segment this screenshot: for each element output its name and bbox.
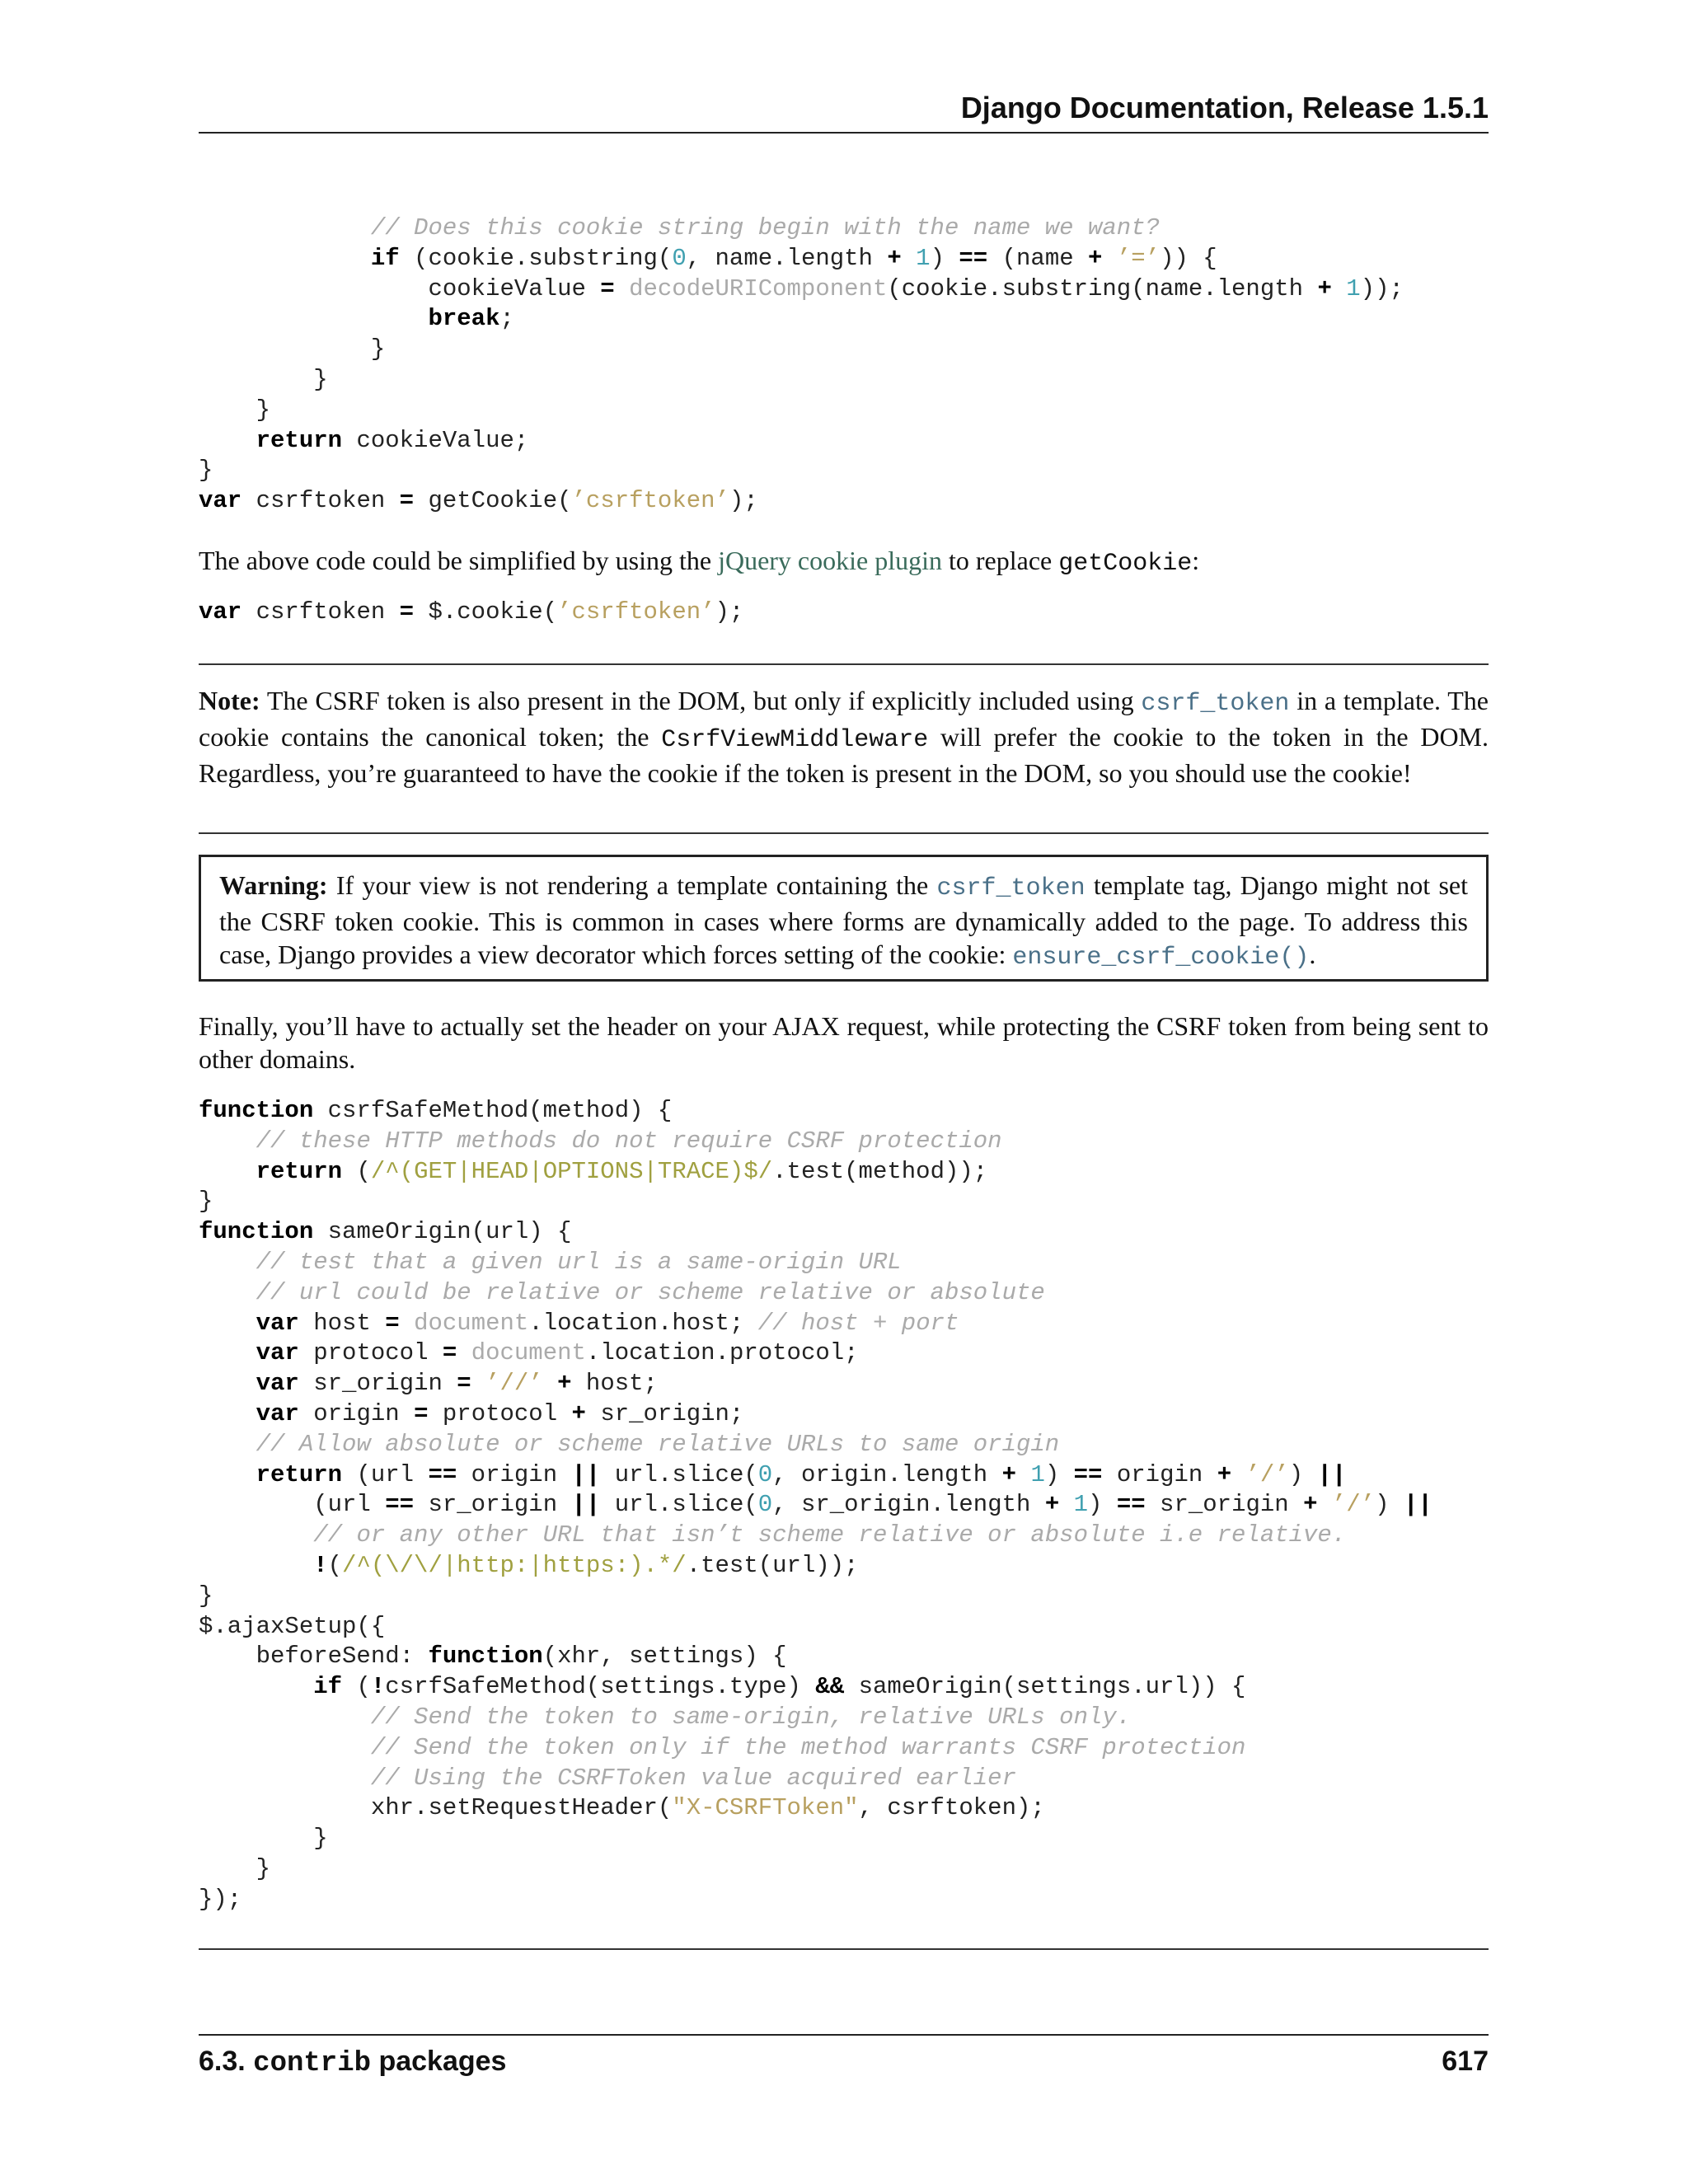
footer-section: [199, 2046, 506, 2079]
code-block-jquery-cookie: var csrftoken = $.cookie(’csrftoken’);: [199, 598, 744, 626]
warning-box: [199, 855, 1489, 982]
footer-section-mono: contrib: [253, 2048, 371, 2079]
header-title: Django Documentation, Release 1.5.1: [960, 91, 1489, 124]
footer-page-number: 617: [1442, 2046, 1489, 2077]
text: in a template. The cookie contains the canonical token; the: [199, 686, 1489, 752]
warning-label: Warning:: [219, 870, 328, 900]
note-bottom-rule: [199, 832, 1489, 834]
csrfviewmiddleware-literal: CsrfViewMiddleware: [661, 726, 929, 754]
text: The CSRF token is also present in the DOM, but only if explicitly included using: [260, 686, 1142, 715]
csrf-token-link[interactable]: csrf_token: [936, 874, 1085, 902]
code-block-ajax-setup: function csrfSafeMethod(method) { // these HTTP methods do not require CSRF protection return (/^(GET|HEAD|OPTIONS|TRACE)$/.test(method)); } function sameOrigin(url) { // test that a given url is a same-origin URL // url could be relative or scheme relative or absolute var host = document.location.host; // host + port var protocol = document.location.protocol; var sr_origin = ’//’ + host; var origin = protocol + sr_origin; // Allow absolute or scheme relative URLs to same origin return (url == origin || url.slice(0, origin.length + 1) == origin + ’/’) || (url == sr_origin || url.slice(0, sr_origin.length + 1) == sr_origin + ’/’) || // or any other URL that isn’t scheme relative or absolute i.e relative. !(/^(\/\/|http:|https:).*/.test(url)); } $.ajaxSetup({ beforeSend: function(xhr, settings) { if (!csrfSafeMethod(settings.type) && sameOrigin(settings.url)) { // Send the token to same-origin, relative URLs only. // Send the token only if the method warrants CSRF protection // Using the CSRFToken value acquired earlier xhr.setRequestHeader("X-CSRFToken", csrftoken); } } });: [199, 1097, 1432, 1913]
text: If your view is not rendering a template containing the: [327, 870, 937, 900]
note-top-rule: [199, 663, 1489, 665]
page-header: [199, 91, 1489, 134]
paragraph-finally: Finally, you’ll have to actually set the header on your AJAX request, while protecting the CSRF token from being sent to other domains.: [199, 1011, 1489, 1074]
code-block-getcookie: // Does this cookie string begin with the name we want? if (cookie.substring(0, name.length + 1) == (name + ’=’)) { cookieValue = decodeURIComponent(cookie.substring(name.length + 1)); break; } } } return cookieValue; } var csrftoken = getCookie(’csrftoken’);: [199, 214, 1404, 515]
text: template tag, Django might not set the CSRF token cookie. This is common in cases where forms are dynamically added to the page. To address this case, Django provides a view decorator which forces setting of the cookie:: [219, 870, 1469, 969]
paragraph-simplified: [199, 544, 1489, 580]
getcookie-literal: getCookie: [1058, 550, 1193, 578]
note-label: Note:: [199, 686, 260, 715]
note-paragraph: [199, 684, 1489, 790]
ensure-csrf-cookie-link[interactable]: ensure_csrf_cookie(): [1012, 944, 1310, 972]
text: :: [1192, 546, 1200, 575]
text: will prefer the cookie to the token in the DOM. Regardless, you’re guaranteed to have the cookie if the token is present in the DOM, so you should use the cookie!: [199, 722, 1489, 788]
footer-section-text: packages: [378, 2046, 507, 2077]
text: to replace: [942, 546, 1059, 575]
csrf-token-link[interactable]: csrf_token: [1141, 690, 1290, 718]
section-bottom-rule: [199, 1948, 1489, 1950]
footer-section-number: 6.3.: [199, 2046, 246, 2077]
jquery-cookie-plugin-link[interactable]: jQuery cookie plugin: [718, 546, 942, 575]
text: .: [1309, 940, 1316, 969]
text: The above code could be simplified by using the: [199, 546, 719, 575]
page-footer: [199, 2034, 1489, 2085]
